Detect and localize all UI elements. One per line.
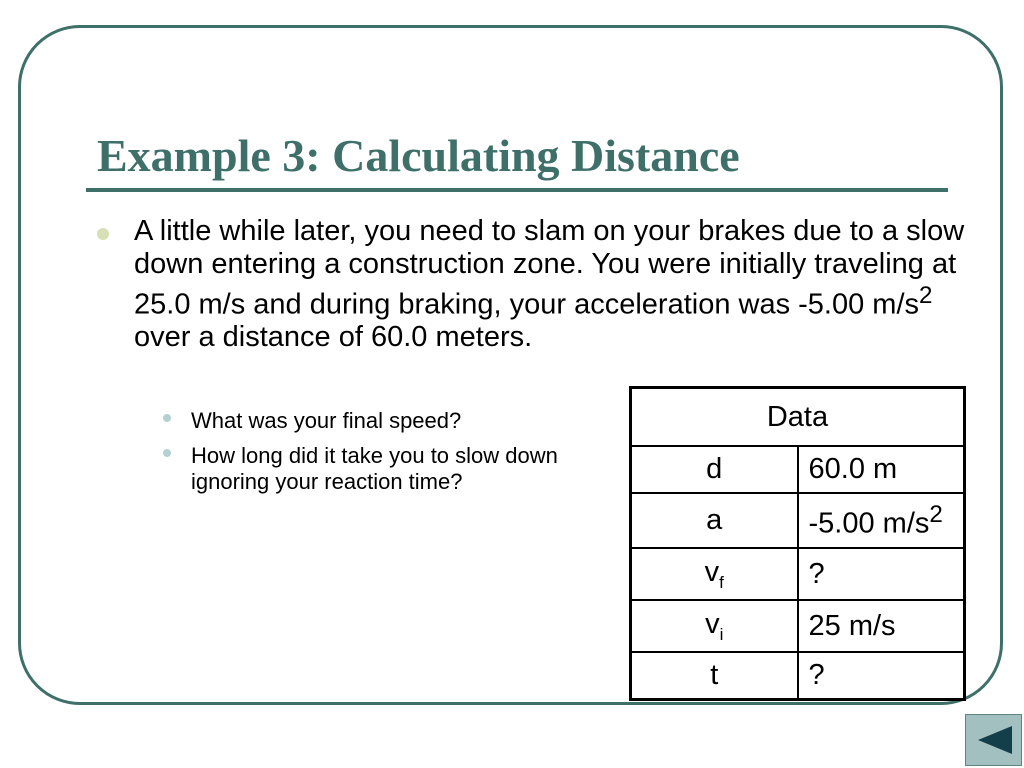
previous-slide-button[interactable] <box>965 714 1022 766</box>
body-text-part-1: A little while later, you need to slam on your brakes due to a slow down entering a construction zone. You were initially traveling at 25.0 m/s and during braking, your acceleration was -5.00 m/s <box>134 215 965 321</box>
body-text-part-2: over a distance of 60.0 meters. <box>134 321 533 354</box>
table-value <box>798 548 965 600</box>
symbol-text: v <box>705 607 720 640</box>
table-symbol <box>631 493 798 549</box>
sub-bullet-text: How long did it take you to slow down ignoring your reaction time? <box>191 443 558 494</box>
symbol-text: d <box>706 452 723 485</box>
main-bullet-icon <box>97 228 109 240</box>
table-value <box>798 652 965 699</box>
table-row <box>631 493 965 549</box>
sub-bullet-final-speed <box>160 408 611 434</box>
table-row <box>631 652 965 699</box>
value-superscript: 2 <box>929 500 943 528</box>
value-text: ? <box>808 659 825 692</box>
sub-bullet-icon <box>163 414 171 422</box>
slide-title: Example 3: Calculating Distance <box>97 130 740 181</box>
table-value <box>798 493 965 549</box>
sub-bullet-list <box>160 408 611 504</box>
value-text: ? <box>808 557 825 590</box>
sub-bullet-icon <box>163 449 171 457</box>
table-symbol <box>631 600 798 652</box>
sub-bullet-text: What was your final speed? <box>191 408 462 433</box>
data-table <box>629 386 966 701</box>
body-exponent: 2 <box>919 282 933 309</box>
value-text: 60.0 m <box>808 452 898 485</box>
sub-bullet-time <box>160 443 611 495</box>
symbol-text: t <box>710 659 719 692</box>
back-arrow-icon <box>974 723 1014 757</box>
symbol-text: v <box>704 555 720 588</box>
table-value <box>798 446 965 493</box>
main-bullet-text <box>134 215 989 354</box>
symbol-subscript: f <box>719 572 724 592</box>
symbol-text: a <box>706 504 723 537</box>
table-row <box>631 446 965 493</box>
symbol-subscript: i <box>719 624 724 644</box>
table-symbol <box>631 548 798 600</box>
table-header: Data <box>631 388 965 447</box>
table-row <box>631 548 965 600</box>
value-text: 25 m/s <box>808 609 896 642</box>
table-header-row <box>631 388 965 447</box>
table-row <box>631 600 965 652</box>
table-value <box>798 600 965 652</box>
table-symbol <box>631 446 798 493</box>
value-text: -5.00 m/s <box>808 507 930 540</box>
title-underline <box>86 188 948 192</box>
table-symbol <box>631 652 798 699</box>
